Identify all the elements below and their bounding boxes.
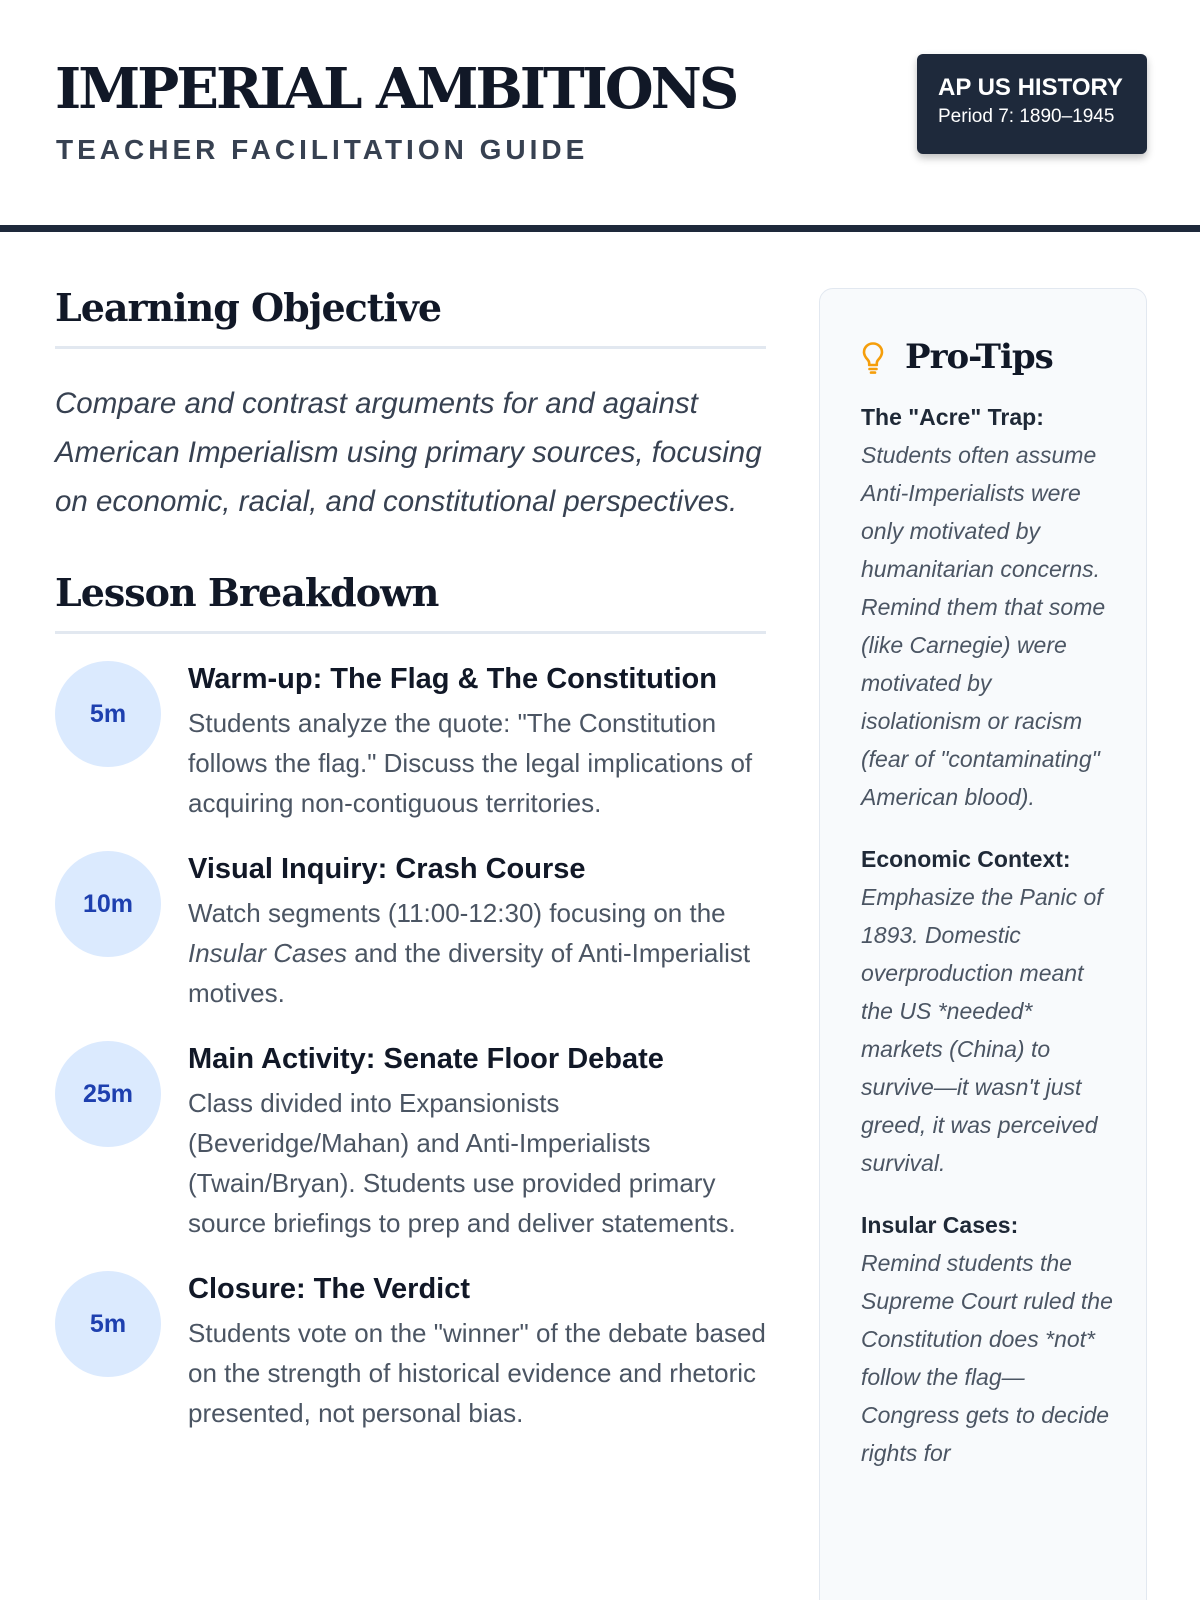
tip-body: Emphasize the Panic of 1893. Domestic overproduction meant the US *needed* markets (China) to survive—it wasn't just greed, it was perceived survival. (861, 884, 1103, 1176)
step-item (55, 1039, 766, 1243)
duration-badge: 10m (55, 851, 161, 957)
step-description: Students analyze the quote: "The Constitution follows the flag." Discuss the legal implications of acquiring non-contiguous territories. (188, 708, 753, 818)
sidebar-header (861, 333, 1116, 381)
tip-body: Remind students the Supreme Court ruled the Constitution does *not* follow the flag—Congress gets to decide rights for (861, 1250, 1113, 1466)
tip-list (861, 398, 1116, 1472)
breakdown-heading: Lesson Breakdown (55, 570, 766, 634)
step-item (55, 1269, 766, 1433)
objective-text: Compare and contrast arguments for and against American Imperialism using primary sources, focusing on economic, racial, and constitutional perspectives. (55, 387, 762, 518)
step-item (55, 659, 766, 823)
step-description-emphasis: Insular Cases (188, 938, 347, 968)
step-title: Closure: The Verdict (188, 1273, 471, 1305)
step-title: Warm-up: The Flag & The Constitution (188, 663, 717, 695)
duration-badge: 5m (55, 1271, 161, 1377)
page-title: IMPERIAL AMBITIONS (55, 56, 737, 122)
duration-badge: 5m (55, 661, 161, 767)
tip-item (861, 1206, 1116, 1472)
step-description-text: and the diversity of Anti-Imperialist motives. (188, 938, 751, 1008)
tip-title: Economic Context: (861, 846, 1071, 872)
course-name: AP US HISTORY (938, 74, 1123, 101)
step-description (188, 893, 766, 1013)
page-subtitle: TEACHER FACILITATION GUIDE (56, 134, 589, 165)
sidebar-heading: Pro-Tips (905, 337, 1053, 377)
duration-badge: 25m (55, 1041, 161, 1147)
step-title: Main Activity: Senate Floor Debate (188, 1043, 664, 1075)
tip-title: The "Acre" Trap: (861, 404, 1044, 430)
tip-item (861, 398, 1116, 816)
pro-tips-sidebar (819, 288, 1147, 1600)
tip-item (861, 840, 1116, 1182)
course-period: Period 7: 1890–1945 (938, 106, 1115, 127)
learning-objective-section (55, 285, 766, 526)
step-description-text: Watch segments (11:00-12:30) focusing on the (188, 898, 726, 928)
page-header (0, 0, 1200, 232)
main-content (55, 285, 766, 1433)
step-description: Class divided into Expansionists (Beveridge/Mahan) and Anti-Imperialists (Twain/Bryan). Students use provided primary source briefings to prep and deliver statements. (188, 1088, 736, 1238)
step-list (55, 659, 766, 1433)
lesson-breakdown-section (55, 570, 766, 1433)
step-item (55, 849, 766, 1013)
course-badge (917, 54, 1147, 154)
tip-title: Insular Cases: (861, 1212, 1019, 1238)
lightbulb-icon (861, 341, 885, 375)
step-title: Visual Inquiry: Crash Course (188, 853, 586, 885)
objective-heading: Learning Objective (55, 285, 766, 349)
step-description: Students vote on the "winner" of the debate based on the strength of historical evidence and rhetoric presented, not personal bias. (188, 1318, 766, 1428)
tip-body: Students often assume Anti-Imperialists were only motivated by humanitarian concerns. Remind them that some (like Carnegie) were motivated by isolationism or racism (fear of "contaminating" American blood). (861, 442, 1106, 810)
